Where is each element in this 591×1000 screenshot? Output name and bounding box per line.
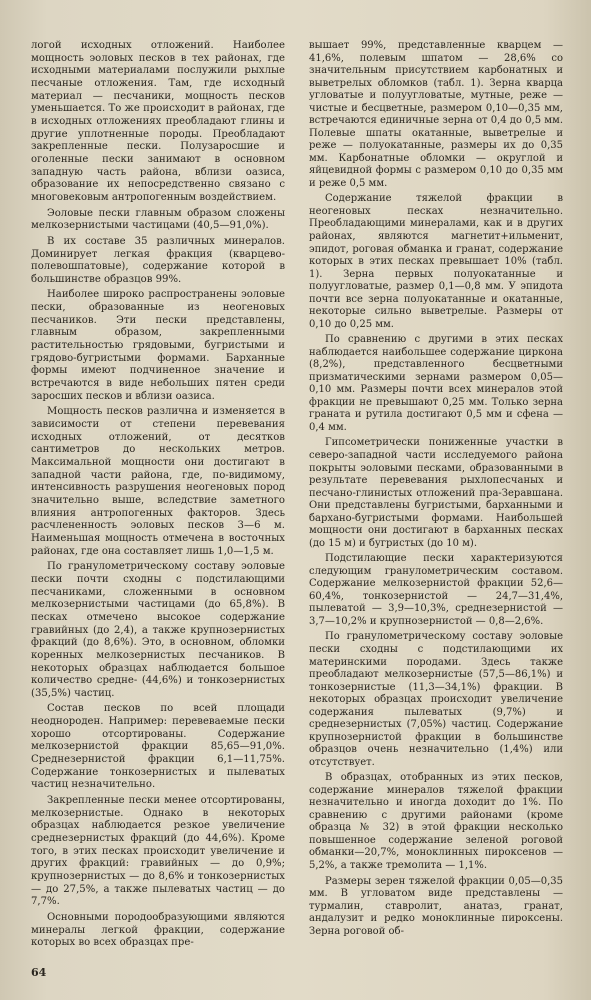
paragraph: По гранулометрическому составу эоловые пески сходны с подстилающими их материнскими породами. Здесь также преобладают мелкозернистые (57,5—86,1%) и тонкозернистые (11,3—34,1%) фракции. В некоторых образцах происходит увеличение содержания пылеватых (9,7%) и среднезернистых (7,05%) частиц. Содержание крупнозернистой фракции в большинстве образцов очень незначительно (1,4%) или отсутствует. — [309, 631, 563, 768]
paragraph: Размеры зерен тяжелой фракции 0,05—0,35 мм. В угловатом виде представлены — турмалин, ставролит, анатаз, гранат, андалузит и редко моноклинные пироксены. Зерна роговой об- — [309, 875, 563, 937]
paragraph: Наиболее широко распространены эоловые пески, образованные из неогеновых песчаников. Эти пески представлены, главным образом, закрепленными растительностью грядовыми, бугристыми и грядово-бугристыми формами. Барханные формы имеют подчиненное значение и встречаются в виде небольших пятен среди заросших песков и вблизи оазиса. — [31, 289, 285, 402]
paragraph: Состав песков по всей площади неоднороден. Например: перевеваемые пески хорошо отсортированы. Содержание мелкозернистой фракции 85,65—91,0%. Среднезернистой фракции 6,1—11,75%. Содержание тонкозернистых и пылеватых частиц незначительно. — [31, 703, 285, 791]
paragraph: Основными породообразующими являются минералы легкой фракции, содержание которых во всех образцах пре- — [31, 911, 285, 949]
paragraph: вышает 99%, представленные кварцем — 41,6%, полевым шпатом — 28,6% со значительным присутствием карбонатных и выветрелых обломков (табл. 1). Зерна кварца угловатые и полуугловатые, мутные, реже — чистые и бесцветные, размером 0,10—0,35 мм, встречаются единичные зерна от 0,4 до 0,5 мм. Полевые шпаты окатанные, выветрелые и реже — полуокатанные, размеры их до 0,35 мм. Карбонатные обломки — округлой и яйцевидной формы с размером 0,10 до 0,35 мм и реже 0,5 мм. — [309, 40, 563, 189]
paragraph: По сравнению с другими в этих песках наблюдается наибольшее содержание циркона (8,2%), представленного бесцветными призматическими зернами размером 0,05—0,10 мм. Размеры почти всех минералов этой фракции не превышают 0,25 мм. Только зерна граната и рутила достигают 0,5 мм и сфена — 0,4 мм. — [309, 334, 563, 433]
left-column — [31, 40, 285, 953]
paragraph: логой исходных отложений. Наиболее мощность эоловых песков в тех районах, где исходными материалами послужили рыхлые песчаные отложения. Там, где исходный материал — песчаники, мощность песков уменьшается. То же происходит в районах, где в исходных отложениях преобладают глины и другие уплотненные породы. Преобладают закрепленные пески. Полузаросшие и оголенные пески занимают в основном западную часть района, вблизи оазиса, образование их непосредственно связано с многовековым антропогенным воздействием. — [31, 40, 285, 203]
paragraph: Гипсометрически пониженные участки в северо-западной части исследуемого района покрыты эоловыми песками, образованными в результате перевевания рыхлопесчаных и песчано-глинистых отложений пра-Зеравшана. Они представлены бугристыми, барханными и бархано-бугристыми формами. Наибольшей мощности они достигают в барханных песках (до 15 м) и бугристых (до 10 м). — [309, 437, 563, 549]
paragraph: В их составе 35 различных минералов. Доминирует легкая фракция (кварцево-полевошпатовые), содержание которой в большинстве образцов 99%. — [31, 235, 285, 285]
right-column — [309, 40, 563, 941]
paragraph: Эоловые пески главным образом сложены мелкозернистыми частицами (40,5—91,0%). — [31, 207, 285, 232]
paragraph: Мощность песков различна и изменяется в зависимости от степени перевевания исходных отложений, от десятков сантиметров до нескольких метров. Максимальной мощности они достигают в западной части района, где, по-видимому, интенсивность разрушения неогеновых пород значительно выше, вследствие заметного влияния антропогенных факторов. Здесь расчлененность эоловых песков 3—6 м. Наименьшая мощность отмечена в восточных районах, где она составляет лишь 1,0—1,5 м. — [31, 406, 285, 557]
paragraph: Подстилающие пески характеризуются следующим гранулометрическим составом. Содержание мелкозернистой фракции 52,6—60,4%, тонкозернистой — 24,7—31,4%, пылеватой — 3,9—10,3%, среднезернистой — 3,7—10,2% и крупнозернистой — 0,8—2,6%. — [309, 553, 563, 627]
paragraph: Содержание тяжелой фракции в неогеновых песках незначительно. Преобладающими минералами, как и в других районах, являются магнетит+ильменит, эпидот, роговая обманка и гранат, содержание которых в этих песках превышает 10% (табл. 1). Зерна первых полуокатанные и полуугловатые, размер 0,1—0,8 мм. У эпидота почти все зерна полуокатанные и окатанные, некоторые сильно выветрелые. Размеры от 0,10 до 0,25 мм. — [309, 193, 563, 330]
paragraph: Закрепленные пески менее отсортированы, мелкозернистые. Однако в некоторых образцах наблюдается резкое увеличение среднезернистых фракций (до 44,6%). Кроме того, в этих песках происходит увеличение и других фракций: гравийных — до 0,9%; крупнозернистых — до 8,6% и тонкозернистых — до 27,5%, а также пылеватых частиц — до 7,7%. — [31, 795, 285, 908]
page-number: 64 — [31, 966, 47, 979]
paragraph: По гранулометрическому составу эоловые пески почти сходны с подстилающими песчаниками, сложенными в основном мелкозернистыми частицами (до 65,8%). В песках отмечено высокое содержание гравийных (до 2,4), а также крупнозернистых фракций (до 8,6%). Это, в основном, обломки коренных мелкозернистых песчаников. В некоторых образцах наблюдается большое количество средне- (44,6%) и тонкозернистых (35,5%) частиц. — [31, 561, 285, 699]
paragraph: В образцах, отобранных из этих песков, содержание минералов тяжелой фракции незначительно и иногда доходит до 1%. По сравнению с другими районами (кроме образца № 32) в этой фракции несколько повышенное содержание зеленой роговой обманки—20,7%, моноклинных пироксенов — 5,2%, а также тремолита — 1,1%. — [309, 772, 563, 871]
